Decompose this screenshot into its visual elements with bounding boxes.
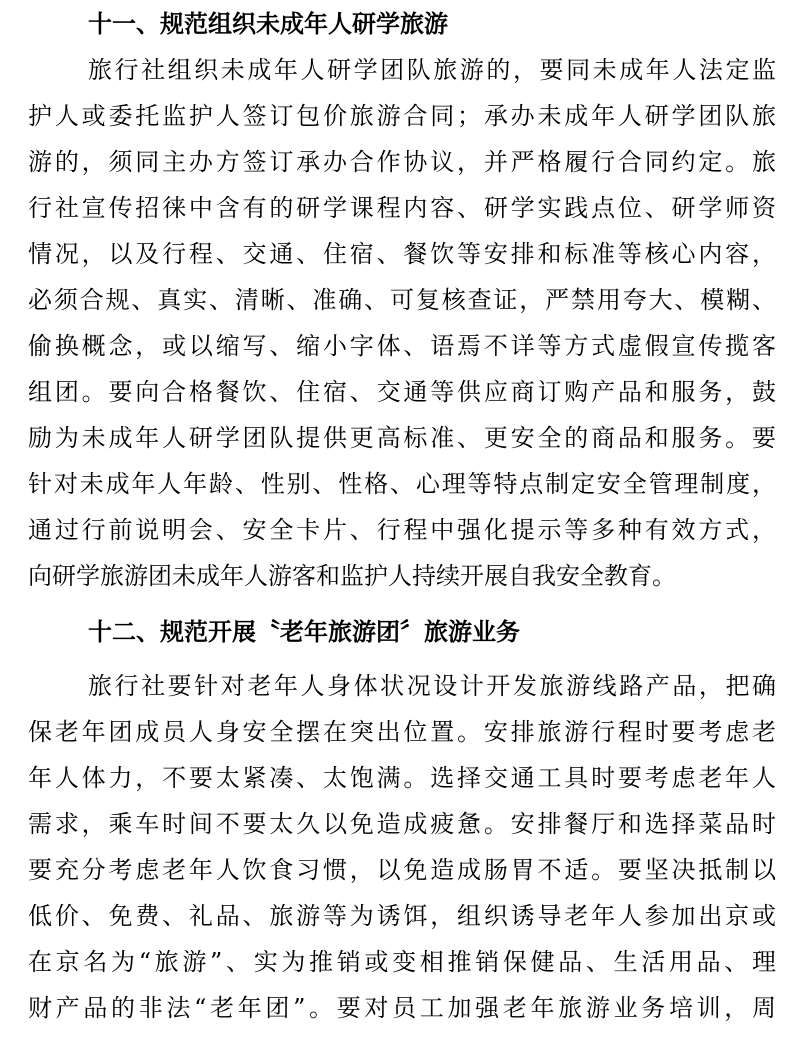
paragraph-line: 低价、免费、礼品、旅游等为诱饵，组织诱导老年人参加出京或 bbox=[28, 902, 776, 930]
paragraph-line: 年人体力，不要太紧凑、太饱满。选择交通工具时要考虑老年人 bbox=[28, 764, 776, 792]
section-heading: 十二、规范开展〝老年旅游团〞旅游业务 bbox=[88, 618, 520, 646]
paragraph-line: 护人或委托监护人签订包价旅游合同；承办未成年人研学团队旅 bbox=[28, 102, 776, 130]
paragraph-line: 旅行社组织未成年人研学团队旅游的，要同未成年人法定监 bbox=[88, 56, 776, 84]
paragraph-line: 必须合规、真实、清晰、准确、可复核查证，严禁用夸大、模糊、 bbox=[28, 286, 776, 314]
paragraph-line: 针对未成年人年龄、性别、性格、心理等特点制定安全管理制度， bbox=[28, 470, 776, 498]
paragraph-line: 组团。要向合格餐饮、住宿、交通等供应商订购产品和服务，鼓 bbox=[28, 378, 776, 406]
paragraph-line: 情况，以及行程、交通、住宿、餐饮等安排和标准等核心内容， bbox=[28, 240, 776, 268]
paragraph-line: 游的，须同主办方签订承办合作协议，并严格履行合同约定。旅 bbox=[28, 148, 776, 176]
paragraph-line: 要充分考虑老年人饮食习惯，以免造成肠胃不适。要坚决抵制以 bbox=[28, 856, 776, 884]
section-heading: 十一、规范组织未成年人研学旅游 bbox=[88, 10, 448, 38]
paragraph-line: 财产品的非法“老年团”。要对员工加强老年旅游业务培训，周 bbox=[28, 994, 776, 1022]
paragraph-line: 行社宣传招徕中含有的研学课程内容、研学实践点位、研学师资 bbox=[28, 194, 776, 222]
paragraph-line: 偷换概念，或以缩写、缩小字体、语焉不详等方式虚假宣传揽客 bbox=[28, 332, 776, 360]
paragraph-line: 通过行前说明会、安全卡片、行程中强化提示等多种有效方式， bbox=[28, 516, 776, 544]
paragraph-line: 旅行社要针对老年人身体状况设计开发旅游线路产品，把确 bbox=[88, 672, 776, 700]
paragraph-line: 向研学旅游团未成年人游客和监护人持续开展自我安全教育。 bbox=[28, 562, 676, 590]
paragraph-line: 保老年团成员人身安全摆在突出位置。安排旅游行程时要考虑老 bbox=[28, 718, 776, 746]
paragraph-line: 需求，乘车时间不要太久以免造成疲惫。安排餐厅和选择菜品时 bbox=[28, 810, 776, 838]
paragraph-line: 在京名为“旅游”、实为推销或变相推销保健品、生活用品、理 bbox=[28, 948, 776, 976]
paragraph-line: 励为未成年人研学团队提供更高标准、更安全的商品和服务。要 bbox=[28, 424, 776, 452]
